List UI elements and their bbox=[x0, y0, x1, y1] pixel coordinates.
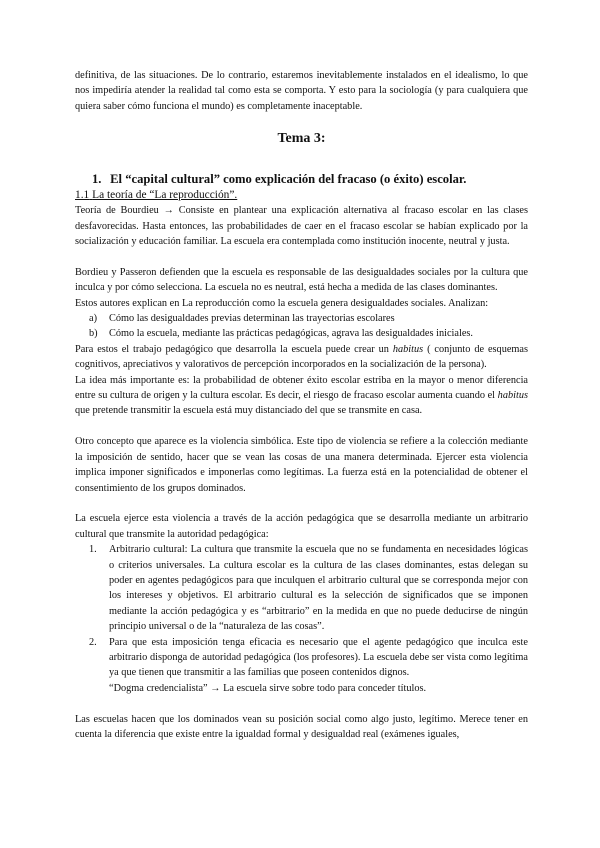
list-item bbox=[75, 542, 528, 634]
subsection-title: La teoría de “La reproducción”. bbox=[92, 189, 238, 202]
section-title: El “capital cultural” como explicación del fracaso (o éxito) escolar. bbox=[110, 172, 467, 187]
habitus-term: habitus bbox=[392, 343, 424, 355]
habitus-text-before: Para estos el trabajo pedagógico que desarrolla la escuela puede crear un bbox=[75, 343, 393, 355]
paragraph-final: Las escuelas hacen que los dominados vean su posición social como algo justo, legítimo. Merece tener en cuenta la diferencia que existe entre la igualdad formal y desigualdad real (exámenes iguales, bbox=[75, 713, 528, 740]
list-marker: 1. bbox=[89, 544, 97, 556]
paragraph-habitus bbox=[75, 342, 528, 373]
paragraph-violencia: Otro concepto que aparece es la violencia simbólica. Este tipo de violencia se refiere a la colección mediante la imposición de sentido, hacer que se vean las cosas de una manera determinada. Ejercer esta violencia implica imponer significados e imponerlas como legítimas. La fuerza está en la potencialidad de obtener el consentimiento de los grupos dominados. bbox=[75, 436, 528, 494]
list-item-text: Cómo la escuela, mediante las prácticas pedagógicas, agrava las desigualdades iniciales. bbox=[109, 328, 473, 340]
list-marker: b) bbox=[89, 328, 98, 340]
paragraph-passeron: Bordieu y Passeron defienden que la escuela es responsable de las desigualdades sociales por la cultura que inculca y por cómo selecciona. La escuela no es neutral, está hecha a medida de las clases dominantes. bbox=[75, 266, 528, 294]
intro-paragraph: definitiva, de las situaciones. De lo contrario, estaremos inevitablemente instalados en el idealismo, lo que nos impediría atender la realidad tal como esta se comporta. Y esto para la sociología (y para cualquiera que quiera saber cómo funciona el mundo) es completamente inaceptable. bbox=[75, 70, 528, 112]
habitus-text-after: ( conjunto de esquemas cognitivos, apreciativos y valorativos de percepción incorporados en la socialización de la persona). bbox=[75, 343, 528, 371]
section-heading bbox=[92, 171, 528, 187]
paragraph-accion: La escuela ejerce esta violencia a través de la acción pedagógica que se desarrolla mediante un arbitrario cultural que transmite la autoridad pedagógica: bbox=[75, 513, 528, 540]
paragraph-bourdieu: Teoría de Bourdieu → Consiste en plantear una explicación alternativa al fracaso escolar en las clases desfavorecidas. Hasta entonces, las probabilidades de caer en el fracaso escolar se habían explicado por la socialización y educación familiar. La escuela era contemplada como institución inocente, neutral y justa. bbox=[75, 205, 528, 248]
idea-text-after: que pretende transmitir la escuela está muy distanciado del que se transmite en casa. bbox=[75, 405, 423, 417]
section-number: 1. bbox=[92, 172, 102, 187]
list-marker: a) bbox=[89, 313, 97, 325]
subsection-heading bbox=[75, 188, 528, 203]
subsection-number: 1.1 bbox=[75, 189, 90, 202]
list-marker: 2. bbox=[89, 636, 97, 648]
list-item bbox=[75, 311, 528, 326]
alpha-list bbox=[75, 311, 528, 342]
list-item-text: Arbitrario cultural: La cultura que transmite la escuela que no se fundamenta en necesidades lógicas o criterios universales. La cultura escolar es la cultura de las clases dominantes, estas delegan su poder en agentes pedagógicos para que inculquen el arbitrario cultural que se corresponda mejor con los intereses y objetivos. El arbitrario cultural es la selección de significados que se imponen mediante la acción pedagógica y es “arbitrario” en la medida en que no puede deducirse de ningún principio universal o de la “naturaleza de las cosas”. bbox=[109, 544, 528, 633]
idea-term: habitus bbox=[497, 390, 528, 402]
list-item bbox=[75, 326, 528, 341]
list-item bbox=[75, 635, 528, 697]
tema-heading: Tema 3: bbox=[277, 131, 326, 147]
paragraph-analizan: Estos autores explican en La reproducción como la escuela genera desigualdades sociales. Analizan: bbox=[75, 297, 489, 309]
list-item-extra: “Dogma credencialista” → La escuela sirve sobre todo para conceder títulos. bbox=[109, 682, 427, 694]
list-item-text: Para que esta imposición tenga eficacia es necesario que el agente pedagógico que inculca este arbitrario disponga de autoridad pedagógica (los profesores). La escuela debe ser vista como legítima ya que tienen que transmitir a las familias que poseen contenidos dignos. bbox=[109, 636, 528, 679]
paragraph-idea bbox=[75, 373, 528, 419]
numbered-list bbox=[75, 542, 528, 696]
document-page bbox=[75, 68, 528, 742]
list-item-text: Cómo las desigualdades previas determinan las trayectorias escolares bbox=[109, 313, 395, 325]
idea-text-before: La idea más importante es: la probabilidad de obtener éxito escolar estriba en la mayor o menor diferencia entre su cultura de origen y la cultura escolar. Es decir, el riesgo de fracaso escolar aumenta cuando el bbox=[75, 374, 528, 402]
